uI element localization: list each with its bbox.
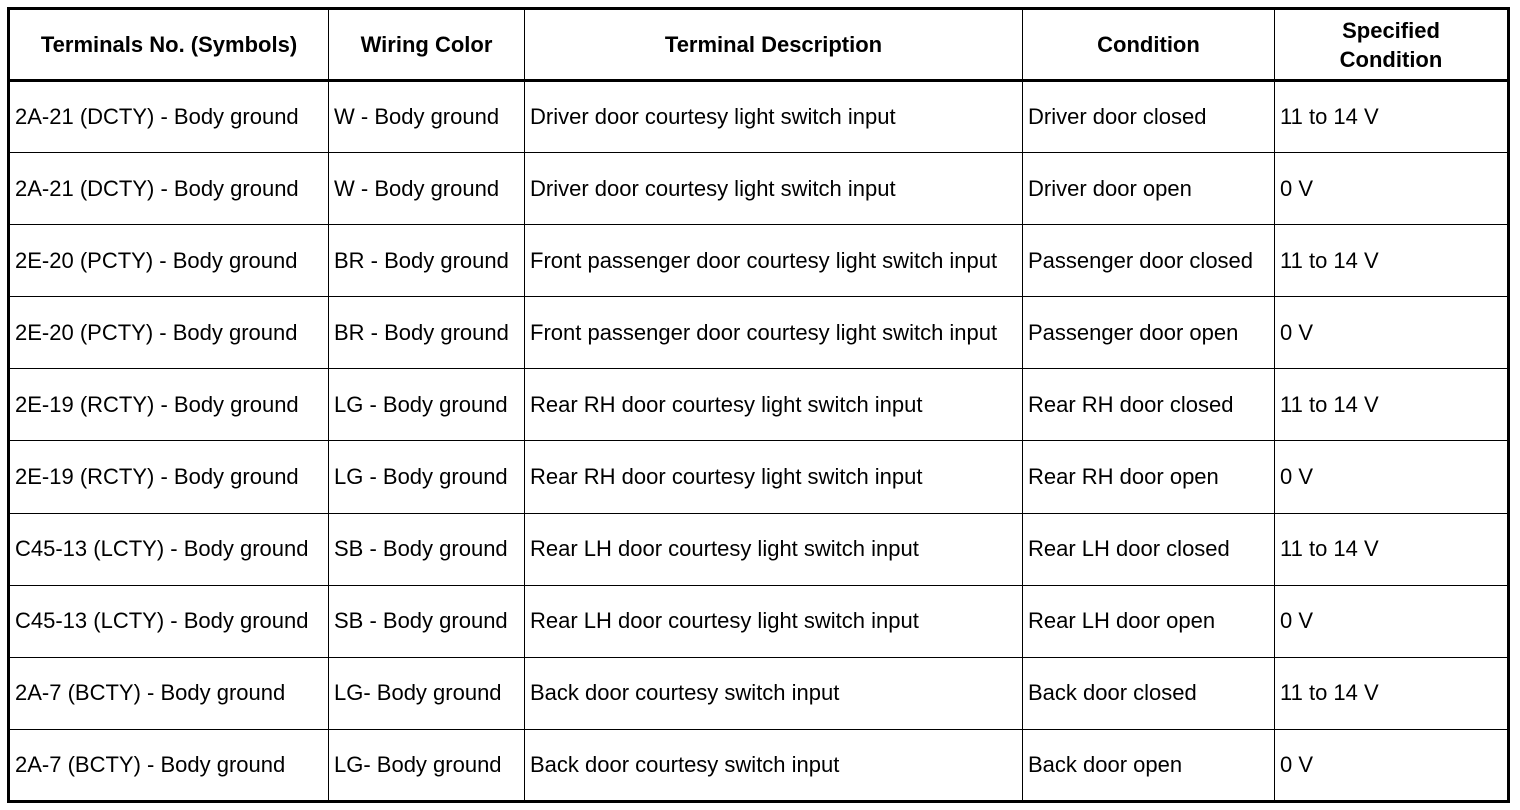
table-row — [9, 153, 1509, 225]
specified-condition-cell: 0 V — [1275, 585, 1509, 657]
condition-cell: Driver door open — [1023, 153, 1275, 225]
wiring-color-cell: LG - Body ground — [329, 441, 525, 513]
wiring-color-cell: LG- Body ground — [329, 729, 525, 801]
table-row — [9, 729, 1509, 801]
header-specified-condition: Specified Condition — [1275, 9, 1509, 81]
condition-cell: Driver door closed — [1023, 81, 1275, 153]
condition-cell: Back door closed — [1023, 657, 1275, 729]
wiring-color-cell: SB - Body ground — [329, 513, 525, 585]
header-wiring-color: Wiring Color — [329, 9, 525, 81]
wiring-color-cell: BR - Body ground — [329, 225, 525, 297]
wiring-color-cell: LG - Body ground — [329, 369, 525, 441]
terminal-cell: 2E-20 (PCTY) - Body ground — [9, 297, 329, 369]
description-cell: Rear RH door courtesy light switch input — [525, 441, 1023, 513]
specified-condition-cell: 11 to 14 V — [1275, 225, 1509, 297]
specified-condition-cell: 0 V — [1275, 153, 1509, 225]
terminal-cell: 2A-21 (DCTY) - Body ground — [9, 153, 329, 225]
description-cell: Rear RH door courtesy light switch input — [525, 369, 1023, 441]
wiring-color-cell: W - Body ground — [329, 81, 525, 153]
condition-cell: Passenger door open — [1023, 297, 1275, 369]
specified-condition-cell: 0 V — [1275, 297, 1509, 369]
header-terminals: Terminals No. (Symbols) — [9, 9, 329, 81]
table-row — [9, 369, 1509, 441]
terminal-cell: 2A-7 (BCTY) - Body ground — [9, 729, 329, 801]
description-cell: Rear LH door courtesy light switch input — [525, 585, 1023, 657]
description-cell: Driver door courtesy light switch input — [525, 81, 1023, 153]
terminal-cell: C45-13 (LCTY) - Body ground — [9, 585, 329, 657]
table-row — [9, 657, 1509, 729]
terminal-cell: C45-13 (LCTY) - Body ground — [9, 513, 329, 585]
description-cell: Back door courtesy switch input — [525, 657, 1023, 729]
condition-cell: Rear LH door closed — [1023, 513, 1275, 585]
condition-cell: Rear RH door open — [1023, 441, 1275, 513]
condition-cell: Back door open — [1023, 729, 1275, 801]
table-row — [9, 81, 1509, 153]
terminal-cell: 2E-20 (PCTY) - Body ground — [9, 225, 329, 297]
condition-cell: Rear LH door open — [1023, 585, 1275, 657]
description-cell: Front passenger door courtesy light switch input — [525, 297, 1023, 369]
specified-condition-cell: 11 to 14 V — [1275, 369, 1509, 441]
table-row — [9, 225, 1509, 297]
terminal-cell: 2A-7 (BCTY) - Body ground — [9, 657, 329, 729]
header-terminal-description: Terminal Description — [525, 9, 1023, 81]
table-row — [9, 441, 1509, 513]
terminal-cell: 2A-21 (DCTY) - Body ground — [9, 81, 329, 153]
specified-condition-cell: 11 to 14 V — [1275, 81, 1509, 153]
description-cell: Front passenger door courtesy light switch input — [525, 225, 1023, 297]
wiring-color-cell: BR - Body ground — [329, 297, 525, 369]
wiring-color-cell: W - Body ground — [329, 153, 525, 225]
condition-cell: Passenger door closed — [1023, 225, 1275, 297]
header-condition: Condition — [1023, 9, 1275, 81]
specified-condition-cell: 11 to 14 V — [1275, 657, 1509, 729]
table-row — [9, 585, 1509, 657]
condition-cell: Rear RH door closed — [1023, 369, 1275, 441]
table-row — [9, 513, 1509, 585]
terminal-cell: 2E-19 (RCTY) - Body ground — [9, 441, 329, 513]
wiring-color-cell: SB - Body ground — [329, 585, 525, 657]
description-cell: Driver door courtesy light switch input — [525, 153, 1023, 225]
specified-condition-cell: 11 to 14 V — [1275, 513, 1509, 585]
description-cell: Rear LH door courtesy light switch input — [525, 513, 1023, 585]
wiring-color-cell: LG- Body ground — [329, 657, 525, 729]
terminal-spec-table — [7, 7, 1510, 803]
terminal-cell: 2E-19 (RCTY) - Body ground — [9, 369, 329, 441]
header-row — [9, 9, 1509, 81]
table-row — [9, 297, 1509, 369]
table-body — [9, 81, 1509, 802]
specified-condition-cell: 0 V — [1275, 729, 1509, 801]
specified-condition-cell: 0 V — [1275, 441, 1509, 513]
description-cell: Back door courtesy switch input — [525, 729, 1023, 801]
